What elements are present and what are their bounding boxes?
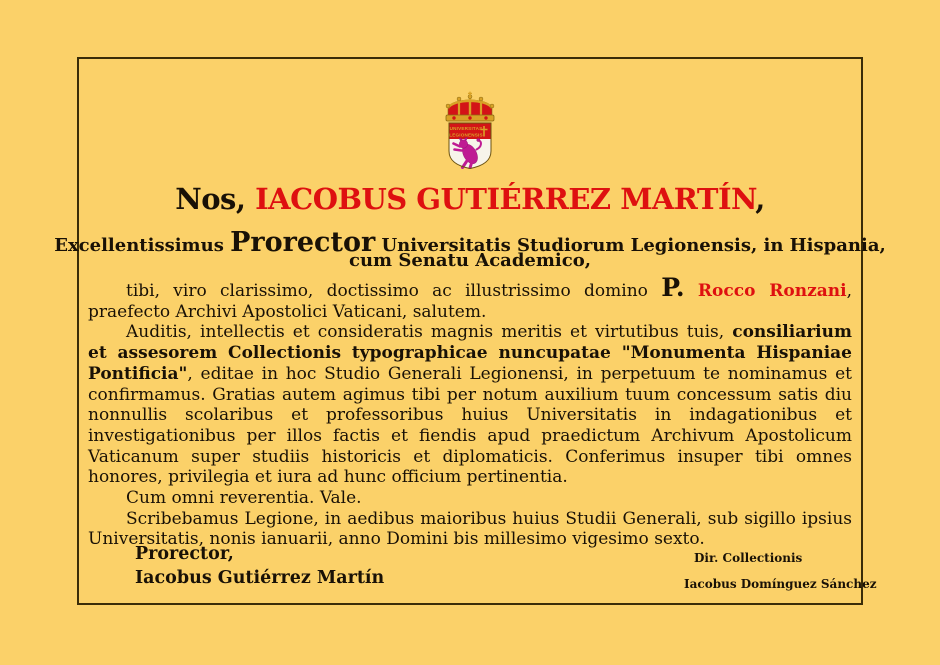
- title-prefix: Nos,: [175, 182, 256, 216]
- dating-paragraph: Scribebamus Legione, in aedibus maioribus huius Studii Generali, sub sigillo ipsius Universitatis, nonis ianuarii, anno Domini bis millesimo vigesimo sexto.: [88, 508, 852, 550]
- crown-icon: [446, 92, 494, 121]
- senate-line: cum Senatu Academico,: [349, 250, 591, 271]
- appointment-paragraph: [88, 322, 852, 488]
- valediction-paragraph: Cum omni reverentia. Vale.: [126, 488, 362, 509]
- salutation-pre: tibi, viro clarissimo, doctissimo ac illustrissimo domino: [126, 281, 662, 301]
- signature-right-role: Dir. Collectionis: [694, 551, 803, 565]
- signature-right: [684, 545, 877, 597]
- shield-icon: [449, 123, 491, 169]
- motto-line-1: UNIVERSITAS: [449, 126, 483, 132]
- signature-left: [135, 542, 384, 590]
- recipient-name: Rocco Ronzani: [697, 281, 847, 301]
- issuer-office: Prorector: [230, 227, 376, 258]
- letter-body: [88, 275, 852, 550]
- appointment-office: consiliarium et assesorem Collectionis typographicae nuncupatae "Monumenta Hispaniae Pontificia": [88, 322, 852, 384]
- recipient-initial: P.: [661, 273, 685, 302]
- issuer-lead: Excellentissimus: [54, 235, 231, 256]
- salutation-paragraph: [88, 275, 852, 322]
- signature-left-name: Iacobus Gutiérrez Martín: [135, 568, 385, 588]
- rector-name: IACOBUS GUTIÉRREZ MARTÍN: [255, 182, 756, 216]
- signature-right-name: Iacobus Domínguez Sánchez: [684, 577, 877, 591]
- motto-line-2: LEGIONENSIS: [449, 132, 483, 138]
- title-suffix: ,: [755, 182, 765, 216]
- signature-left-role: Prorector,: [135, 544, 234, 564]
- appointment-pre: Auditis, intellectis et consideratis magnis meritis et virtutibus tuis,: [126, 322, 733, 343]
- salutation-post: , praefecto Archivi Apostolici Vaticani, salutem.: [88, 281, 852, 322]
- document-title: [0, 182, 940, 216]
- university-coat-of-arms: [440, 91, 500, 169]
- issuer-rest: Universitatis Studiorum Legionensis, in Hispania,: [375, 235, 886, 256]
- appointment-post: , editae in hoc Studio Generali Legionensi, in perpetuum te nominamus et confirmamus. Gratias autem agimus tibi per notum auxilium tuum concessum satis diu nonnullis scolaribus et professoribus huius Universitatis in indagationibus et investigationibus per illos factis et fiendis apud praedictum Archivum Apostolicum Vaticanum super studiis historicis et diplomaticis. Conferimus insuper tibi omnes honores, privilegia et iura ad hunc officium pertinentia.: [88, 363, 852, 488]
